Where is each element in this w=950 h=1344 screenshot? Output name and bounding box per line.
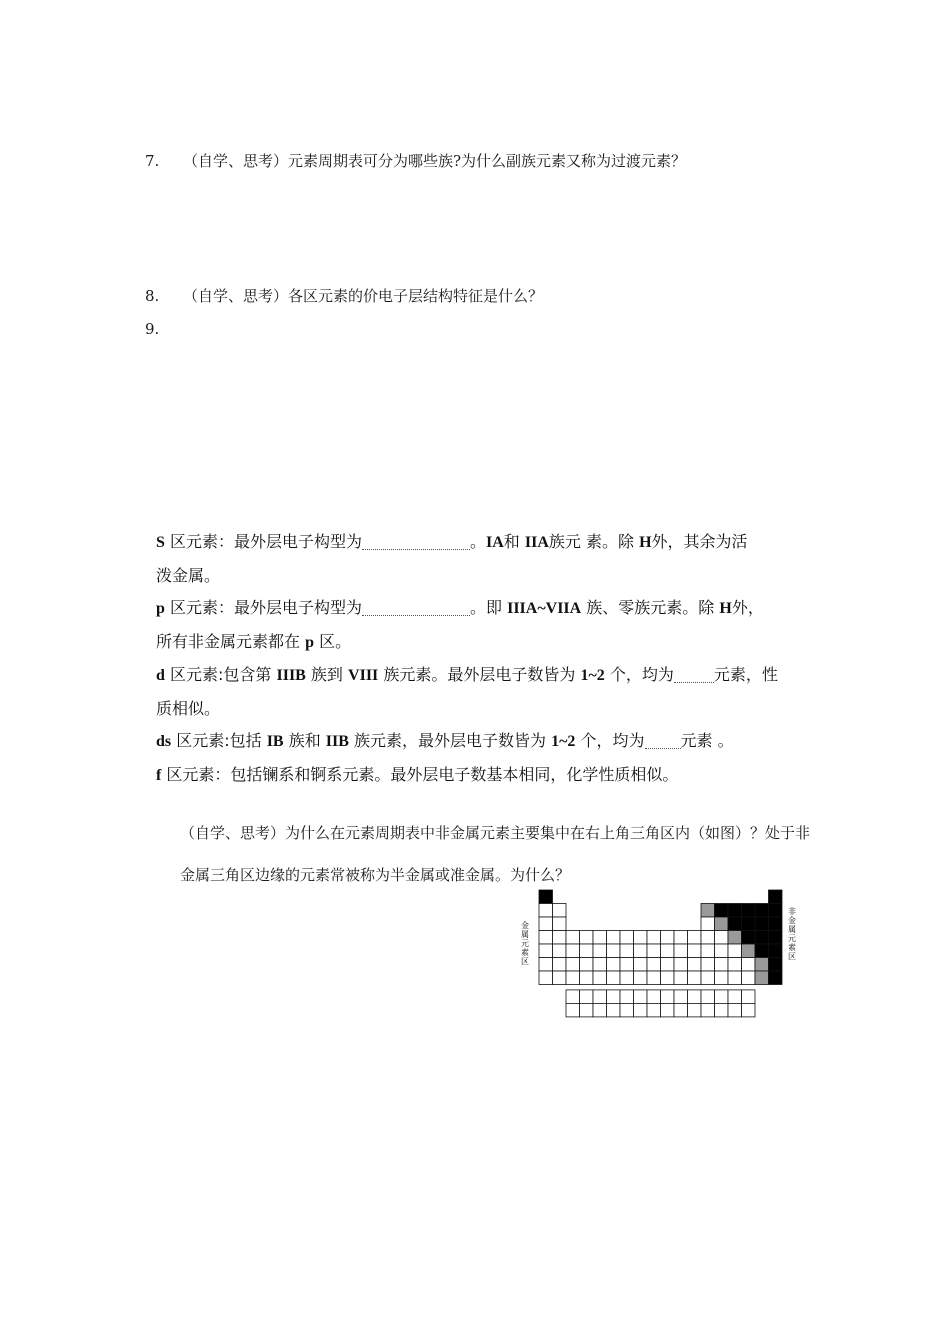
text: 族元 素。除 bbox=[548, 532, 640, 551]
blank-line bbox=[362, 597, 470, 616]
p-block-line bbox=[156, 592, 816, 659]
table-cell bbox=[607, 931, 621, 945]
term: IIIA~VIIA bbox=[507, 600, 582, 617]
ds-block-line bbox=[156, 725, 816, 759]
table-cell bbox=[728, 917, 742, 931]
term: p bbox=[305, 633, 314, 651]
text: 。即 bbox=[470, 598, 508, 617]
periodic-table-grid bbox=[539, 890, 782, 1017]
table-cell bbox=[634, 958, 648, 972]
table-cell bbox=[593, 1003, 607, 1017]
table-cell bbox=[647, 958, 661, 972]
text: 族和 bbox=[283, 731, 326, 750]
block-summary bbox=[156, 526, 816, 792]
term: IIIB bbox=[276, 667, 306, 684]
table-cell bbox=[742, 904, 756, 918]
table-cell bbox=[728, 958, 742, 972]
table-cell bbox=[728, 990, 742, 1004]
text: 区元素:包含第 bbox=[164, 665, 277, 684]
table-cell bbox=[674, 1003, 688, 1017]
term: H bbox=[719, 600, 732, 617]
table-cell bbox=[553, 944, 567, 958]
text: 外，其余为活 bbox=[651, 532, 748, 551]
text: 族、零族元素。除 bbox=[581, 598, 720, 617]
table-cell bbox=[674, 944, 688, 958]
table-cell bbox=[566, 1003, 580, 1017]
table-cell bbox=[539, 944, 553, 958]
table-cell bbox=[634, 990, 648, 1004]
blank-line bbox=[645, 730, 681, 749]
table-cell bbox=[715, 904, 729, 918]
table-cell bbox=[661, 1003, 675, 1017]
table-cell bbox=[728, 931, 742, 945]
question-8 bbox=[145, 285, 543, 306]
text: 泼金属。 bbox=[156, 565, 221, 585]
table-cell bbox=[742, 958, 756, 972]
table-cell bbox=[661, 990, 675, 1004]
text: 族元素。最外层电子数皆为 bbox=[378, 665, 581, 684]
text: 。 bbox=[470, 532, 487, 551]
table-cell bbox=[769, 958, 783, 972]
question-9 bbox=[145, 320, 183, 338]
text: 和 bbox=[503, 532, 525, 551]
question-text: （自学、思考）元素周期表可分为哪些族?为什么副族元素又称为过渡元素？ bbox=[183, 152, 687, 170]
table-cell bbox=[701, 904, 715, 918]
text: 族元素，最外层电子数皆为 bbox=[348, 731, 552, 750]
table-cell bbox=[728, 1003, 742, 1017]
text: 区。 bbox=[314, 631, 352, 651]
table-cell bbox=[634, 1003, 648, 1017]
blank-line bbox=[362, 531, 470, 550]
table-cell bbox=[647, 944, 661, 958]
table-cell bbox=[755, 971, 769, 985]
table-cell bbox=[607, 944, 621, 958]
table-cell bbox=[674, 990, 688, 1004]
text: 所有非金属元素都在 bbox=[156, 631, 306, 651]
d-block-line bbox=[156, 659, 816, 725]
table-cell bbox=[742, 917, 756, 931]
term: IIB bbox=[325, 733, 349, 750]
table-cell bbox=[539, 890, 553, 904]
table-cell bbox=[769, 904, 783, 918]
table-cell bbox=[553, 931, 567, 945]
table-cell bbox=[553, 904, 567, 918]
table-cell bbox=[688, 958, 702, 972]
d-key: d bbox=[156, 667, 165, 684]
table-cell bbox=[755, 904, 769, 918]
f-block-line bbox=[156, 759, 816, 793]
text: 区元素：最外层电子构型为 bbox=[164, 532, 362, 551]
table-cell bbox=[539, 931, 553, 945]
table-cell bbox=[742, 1003, 756, 1017]
table-cell bbox=[580, 971, 594, 985]
table-cell bbox=[566, 931, 580, 945]
table-cell bbox=[701, 958, 715, 972]
term: 1~2 bbox=[580, 667, 605, 684]
table-cell bbox=[620, 958, 634, 972]
table-cell bbox=[701, 931, 715, 945]
table-cell bbox=[607, 990, 621, 1004]
f-key: f bbox=[156, 766, 162, 784]
text: 区元素：包括镧系和锕系元素。最外层电子数基本相同，化学性质相似。 bbox=[161, 764, 679, 784]
text: 外， bbox=[731, 598, 764, 617]
table-cell bbox=[580, 990, 594, 1004]
table-cell bbox=[715, 917, 729, 931]
table-cell bbox=[647, 971, 661, 985]
table-cell bbox=[661, 971, 675, 985]
term: VIII bbox=[348, 667, 379, 684]
table-cell bbox=[701, 944, 715, 958]
table-cell bbox=[728, 971, 742, 985]
table-cell bbox=[674, 931, 688, 945]
table-cell bbox=[539, 917, 553, 931]
table-cell bbox=[701, 1003, 715, 1017]
table-cell bbox=[769, 917, 783, 931]
table-cell bbox=[580, 944, 594, 958]
table-cell bbox=[688, 1003, 702, 1017]
text: 个，均为 bbox=[604, 665, 674, 684]
table-cell bbox=[661, 944, 675, 958]
question-number: 8. bbox=[145, 287, 160, 305]
table-cell bbox=[688, 990, 702, 1004]
table-cell bbox=[769, 931, 783, 945]
table-cell bbox=[742, 990, 756, 1004]
table-cell bbox=[647, 990, 661, 1004]
table-cell bbox=[593, 958, 607, 972]
table-cell bbox=[742, 971, 756, 985]
table-cell bbox=[661, 958, 675, 972]
text: 元素，性 bbox=[713, 665, 778, 684]
table-cell bbox=[539, 971, 553, 985]
table-cell bbox=[755, 917, 769, 931]
ds-key: ds bbox=[156, 733, 172, 750]
term: 1~2 bbox=[551, 733, 576, 750]
question-7 bbox=[145, 150, 686, 171]
text: 族到 bbox=[305, 665, 349, 684]
table-cell bbox=[715, 931, 729, 945]
table-cell bbox=[553, 958, 567, 972]
term: IIA bbox=[524, 534, 549, 551]
table-cell bbox=[755, 931, 769, 945]
table-cell bbox=[769, 971, 783, 985]
table-cell bbox=[769, 944, 783, 958]
table-cell bbox=[593, 971, 607, 985]
text: 元素 。 bbox=[680, 731, 734, 750]
text: 个，均为 bbox=[575, 731, 645, 750]
table-cell bbox=[715, 971, 729, 985]
p-key: p bbox=[156, 600, 165, 617]
table-cell bbox=[647, 931, 661, 945]
text: 区元素:包括 bbox=[171, 731, 267, 750]
table-cell bbox=[620, 990, 634, 1004]
table-cell bbox=[755, 944, 769, 958]
question-number: 7. bbox=[145, 152, 160, 170]
table-cell bbox=[647, 1003, 661, 1017]
s-key: S bbox=[156, 534, 165, 551]
table-cell bbox=[580, 1003, 594, 1017]
table-cell bbox=[634, 931, 648, 945]
table-cell bbox=[607, 971, 621, 985]
term: IB bbox=[266, 733, 284, 750]
table-cell bbox=[553, 917, 567, 931]
table-cell bbox=[715, 1003, 729, 1017]
blank-line bbox=[674, 664, 714, 683]
table-cell bbox=[607, 958, 621, 972]
question-10: （自学、思考）为什么在元素周期表中非金属元素主要集中在右上角三角区内（如图）？处于非金属三角区边缘的元素常被称为半金属或准金属。为什么？ bbox=[180, 824, 811, 884]
table-cell bbox=[593, 944, 607, 958]
table-cell bbox=[566, 944, 580, 958]
table-cell bbox=[607, 1003, 621, 1017]
table-cell bbox=[674, 971, 688, 985]
table-cell bbox=[715, 958, 729, 972]
table-cell bbox=[661, 931, 675, 945]
term: IA bbox=[486, 534, 504, 551]
table-cell bbox=[593, 990, 607, 1004]
table-cell bbox=[539, 958, 553, 972]
metal-region-label: 金属元素区 bbox=[521, 921, 529, 966]
table-cell bbox=[634, 944, 648, 958]
table-cell bbox=[755, 958, 769, 972]
table-cell bbox=[580, 931, 594, 945]
table-cell bbox=[769, 890, 783, 904]
table-cell bbox=[701, 990, 715, 1004]
table-cell bbox=[688, 971, 702, 985]
table-cell bbox=[620, 944, 634, 958]
table-cell bbox=[728, 944, 742, 958]
table-cell bbox=[620, 1003, 634, 1017]
text: 质相似。 bbox=[156, 698, 221, 718]
table-cell bbox=[742, 944, 756, 958]
table-cell bbox=[715, 944, 729, 958]
table-cell bbox=[620, 931, 634, 945]
table-cell bbox=[634, 971, 648, 985]
table-cell bbox=[593, 931, 607, 945]
question-number: 9. bbox=[145, 320, 160, 338]
s-block-line bbox=[156, 526, 816, 592]
nonmetal-region-label: 非金属元素区 bbox=[788, 907, 796, 961]
table-cell bbox=[715, 990, 729, 1004]
table-cell bbox=[566, 971, 580, 985]
question-text: （自学、思考）各区元素的价电子层结构特征是什么？ bbox=[183, 287, 544, 305]
table-cell bbox=[688, 944, 702, 958]
table-cell bbox=[539, 904, 553, 918]
table-cell bbox=[620, 971, 634, 985]
text: 区元素：最外层电子构型为 bbox=[164, 598, 362, 617]
table-cell bbox=[580, 958, 594, 972]
table-cell bbox=[553, 971, 567, 985]
table-cell bbox=[688, 931, 702, 945]
table-cell bbox=[566, 990, 580, 1004]
table-cell bbox=[674, 958, 688, 972]
term: H bbox=[639, 534, 652, 551]
periodic-table-figure bbox=[515, 886, 796, 1016]
table-cell bbox=[728, 904, 742, 918]
table-cell bbox=[742, 931, 756, 945]
table-cell bbox=[701, 971, 715, 985]
table-cell bbox=[566, 958, 580, 972]
table-cell bbox=[701, 917, 715, 931]
